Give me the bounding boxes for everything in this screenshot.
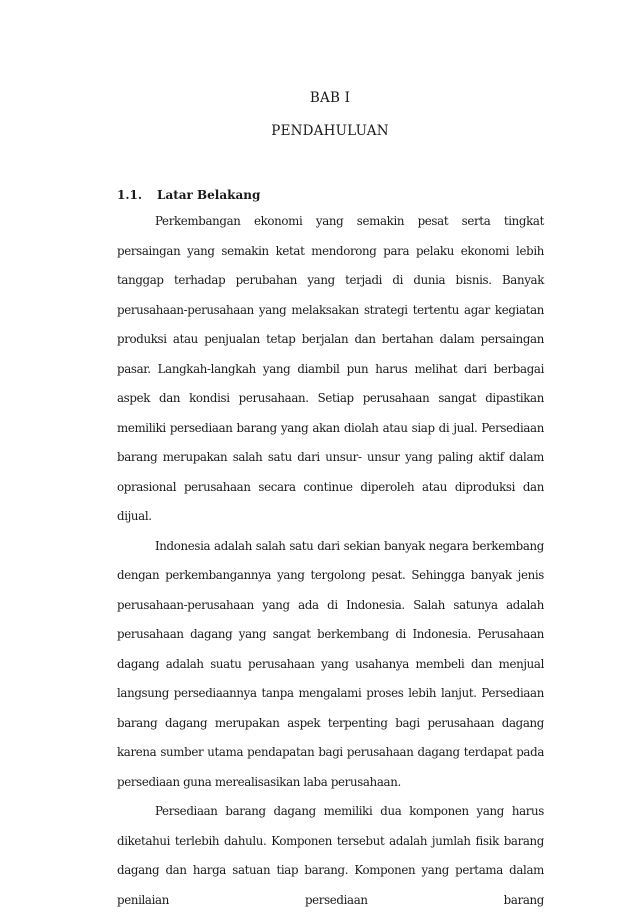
section-heading [117,188,260,202]
chapter-number: BAB I [309,90,351,106]
chapter-title: PENDAHULUAN [271,123,389,139]
paragraph-1: Perkembangan ekonomi yang semakin pesat serta tingkat persaingan yang semakin ketat mendorong para pelaku ekonomi lebih tanggap terhadap perubahan yang terjadi di dunia bisnis. Banyak perusahaan-perusahaan yang melaksakan strategi tertentu agar kegiatan produksi atau penjualan tetap berjalan dan bertahan dalam persaingan pasar. Langkah-langkah yang diambil pun harus melihat dari berbagai aspek dan kondisi perusahaan. Setiap perusahaan sangat dipastikan memiliki persediaan barang yang akan diolah atau siap di jual. Persediaan barang merupakan salah satu dari unsur- unsur yang paling aktif dalam oprasional perusahaan secara continue diperoleh atau diproduksi dan dijual. [117,214,544,523]
section-title: Latar Belakang [157,188,261,202]
paragraph-2: Indonesia adalah salah satu dari sekian banyak negara berkembang dengan perkembangannya yang tergolong pesat. Sehingga banyak jenis perusahaan-perusahaan yang ada di Indonesia. Salah satunya adalah perusahaan dagang yang sangat berkembang di Indonesia. Perusahaan dagang adalah suatu perusahaan yang usahanya membeli dan menjual langsung persediaannya tanpa mengalami proses lebih lanjut. Persediaan barang dagang merupakan aspek terpenting bagi perusahaan dagang karena sumber utama pendapatan bagi perusahaan dagang terdapat pada persediaan guna merealisasikan laba perusahaan. [117,538,544,789]
body-text [117,207,544,915]
section-number: 1.1. [117,188,143,202]
paragraph-3: Persediaan barang dagang memiliki dua komponen yang harus diketahui terlebih dahulu. Komponen tersebut adalah jumlah fisik barang dagang dan harga satuan tiap barang. Komponen yang pertama dalam penilaian persediaan barang [117,804,544,907]
